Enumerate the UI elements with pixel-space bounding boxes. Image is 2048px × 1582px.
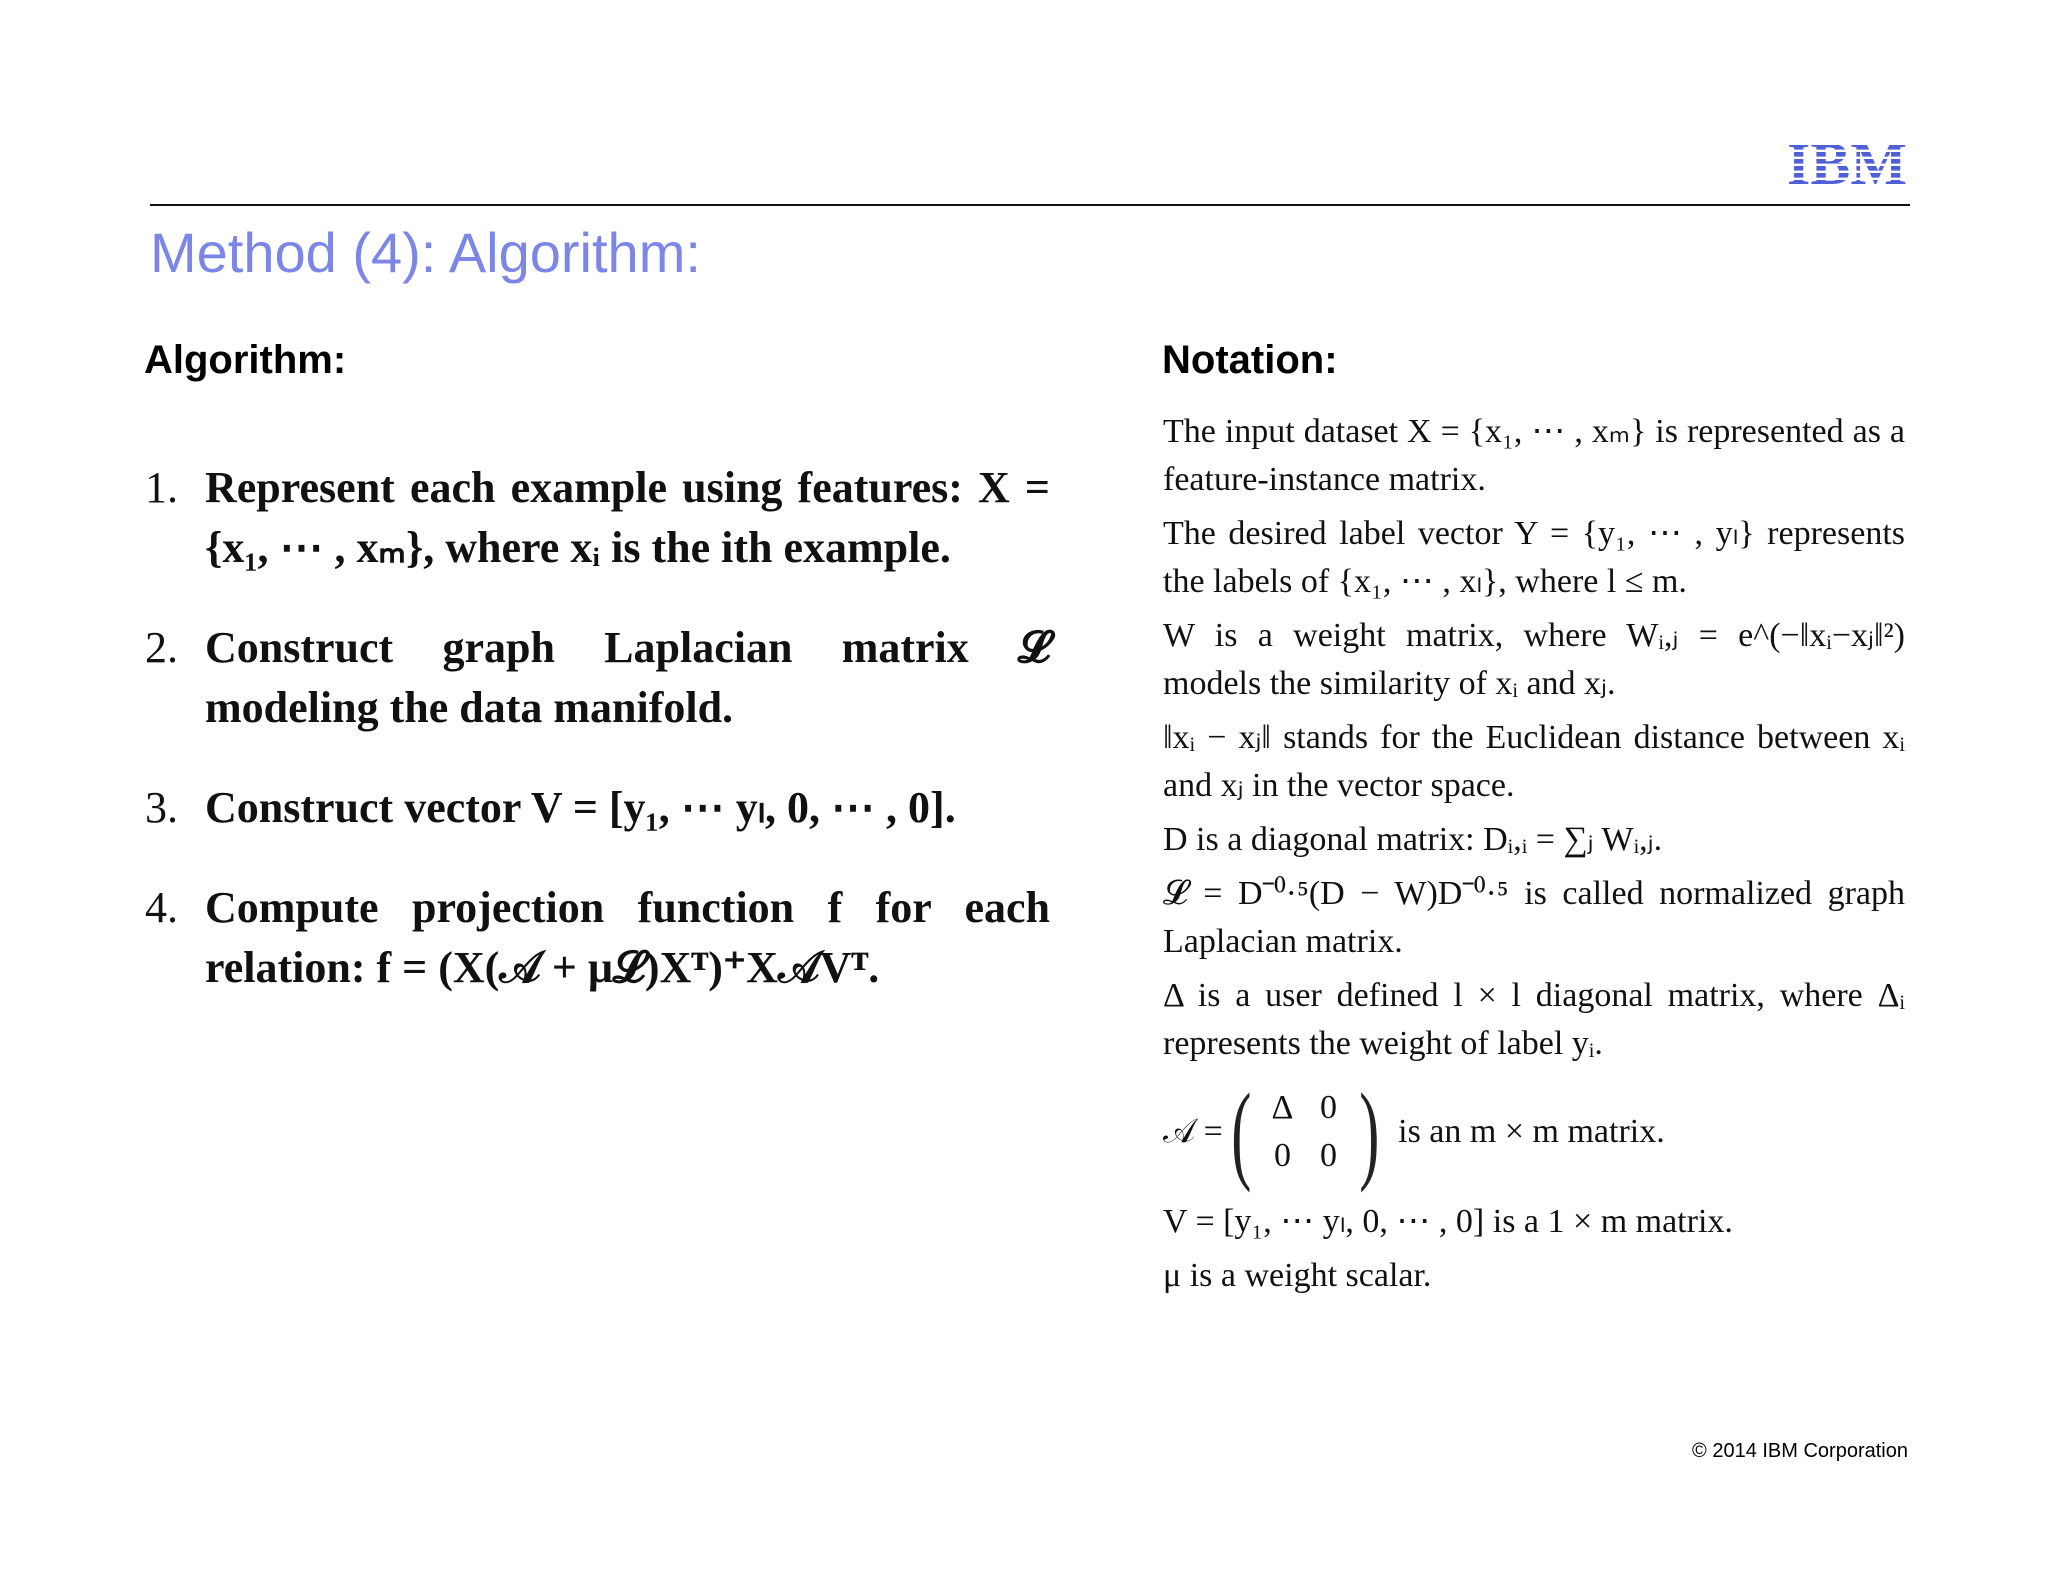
notation-item-vector-v: V = [y₁, ⋯ yₗ, 0, ⋯ , 0] is a 1 × m matrix. bbox=[1163, 1203, 1733, 1240]
algorithm-step-2 bbox=[145, 618, 1050, 738]
ibm-logo-icon bbox=[1787, 138, 1908, 188]
notation-item-laplacian: 𝓛 = D⁻⁰·⁵(D − W)D⁻⁰·⁵ is called normalized graph Laplacian matrix. bbox=[1163, 875, 1905, 960]
slide-title: Method (4): Algorithm: bbox=[150, 221, 701, 284]
step-number: 3. bbox=[145, 783, 178, 832]
step-number: 2. bbox=[145, 623, 178, 672]
step-number: 4. bbox=[145, 883, 178, 932]
step-text: Represent each example using features: X = {x₁, ⋯ , xₘ}, where xᵢ is the ith example. bbox=[205, 463, 1050, 572]
matrix-cell: 0 bbox=[1273, 1137, 1291, 1174]
ibm-logo bbox=[1787, 138, 1908, 188]
svg-text:IBM: IBM bbox=[1787, 138, 1907, 188]
matrix-grid bbox=[1259, 1086, 1351, 1178]
algorithm-step-4 bbox=[145, 878, 1050, 998]
notation-item-mu: μ is a weight scalar. bbox=[1163, 1257, 1432, 1294]
matrix-cell: 0 bbox=[1319, 1089, 1337, 1126]
notation-list bbox=[1163, 408, 1905, 1306]
algorithm-steps bbox=[145, 458, 1050, 998]
matrix-cell: Δ bbox=[1271, 1089, 1294, 1126]
notation-item-matrix-a bbox=[1163, 1071, 1905, 1193]
notation-item-label-vector: The desired label vector Y = {y₁, ⋯ , yₗ} represents the labels of {x₁, ⋯ , xₗ}, where l ≤ m. bbox=[1163, 515, 1905, 600]
notation-item-distance: ‖xᵢ − xⱼ‖ stands for the Euclidean distance between xᵢ and xⱼ in the vector space. bbox=[1163, 719, 1905, 804]
matrix-cell: 0 bbox=[1319, 1137, 1337, 1174]
algorithm-step-1 bbox=[145, 458, 1050, 578]
matrix-lhs: 𝒜 = bbox=[1163, 1113, 1223, 1150]
notation-item-diagonal: D is a diagonal matrix: Dᵢ,ᵢ = ∑ⱼ Wᵢ,ⱼ. bbox=[1163, 821, 1663, 858]
step-text: Construct graph Laplacian matrix 𝓛 modeling the data manifold. bbox=[205, 623, 1050, 732]
notation-item-weight-matrix: W is a weight matrix, where Wᵢ,ⱼ = e^(−‖xᵢ−xⱼ‖²) models the similarity of xᵢ and xⱼ. bbox=[1163, 617, 1905, 702]
right-paren: ) bbox=[1359, 1071, 1380, 1193]
step-text: Construct vector V = [y₁, ⋯ yₗ, 0, ⋯ , 0]. bbox=[205, 783, 956, 832]
notation-item-delta: Δ is a user defined l × l diagonal matrix, where Δᵢ represents the weight of label yᵢ. bbox=[1163, 977, 1905, 1062]
header-rule bbox=[150, 204, 1910, 206]
notation-item-dataset: The input dataset X = {x₁, ⋯ , xₘ} is represented as a feature-instance matrix. bbox=[1163, 413, 1905, 498]
copyright-notice: © 2014 IBM Corporation bbox=[1692, 1440, 1908, 1462]
left-paren: ( bbox=[1231, 1071, 1252, 1193]
step-text: Compute projection function f for each relation: f = (X(𝒜 + μ𝓛)Xᵀ)⁺X𝒜Vᵀ. bbox=[205, 883, 1050, 992]
notation-heading: Notation: bbox=[1162, 338, 1338, 382]
step-number: 1. bbox=[145, 463, 178, 512]
algorithm-step-3 bbox=[145, 778, 1050, 838]
algorithm-heading: Algorithm: bbox=[144, 338, 347, 382]
matrix-description: is an m × m matrix. bbox=[1398, 1113, 1665, 1150]
